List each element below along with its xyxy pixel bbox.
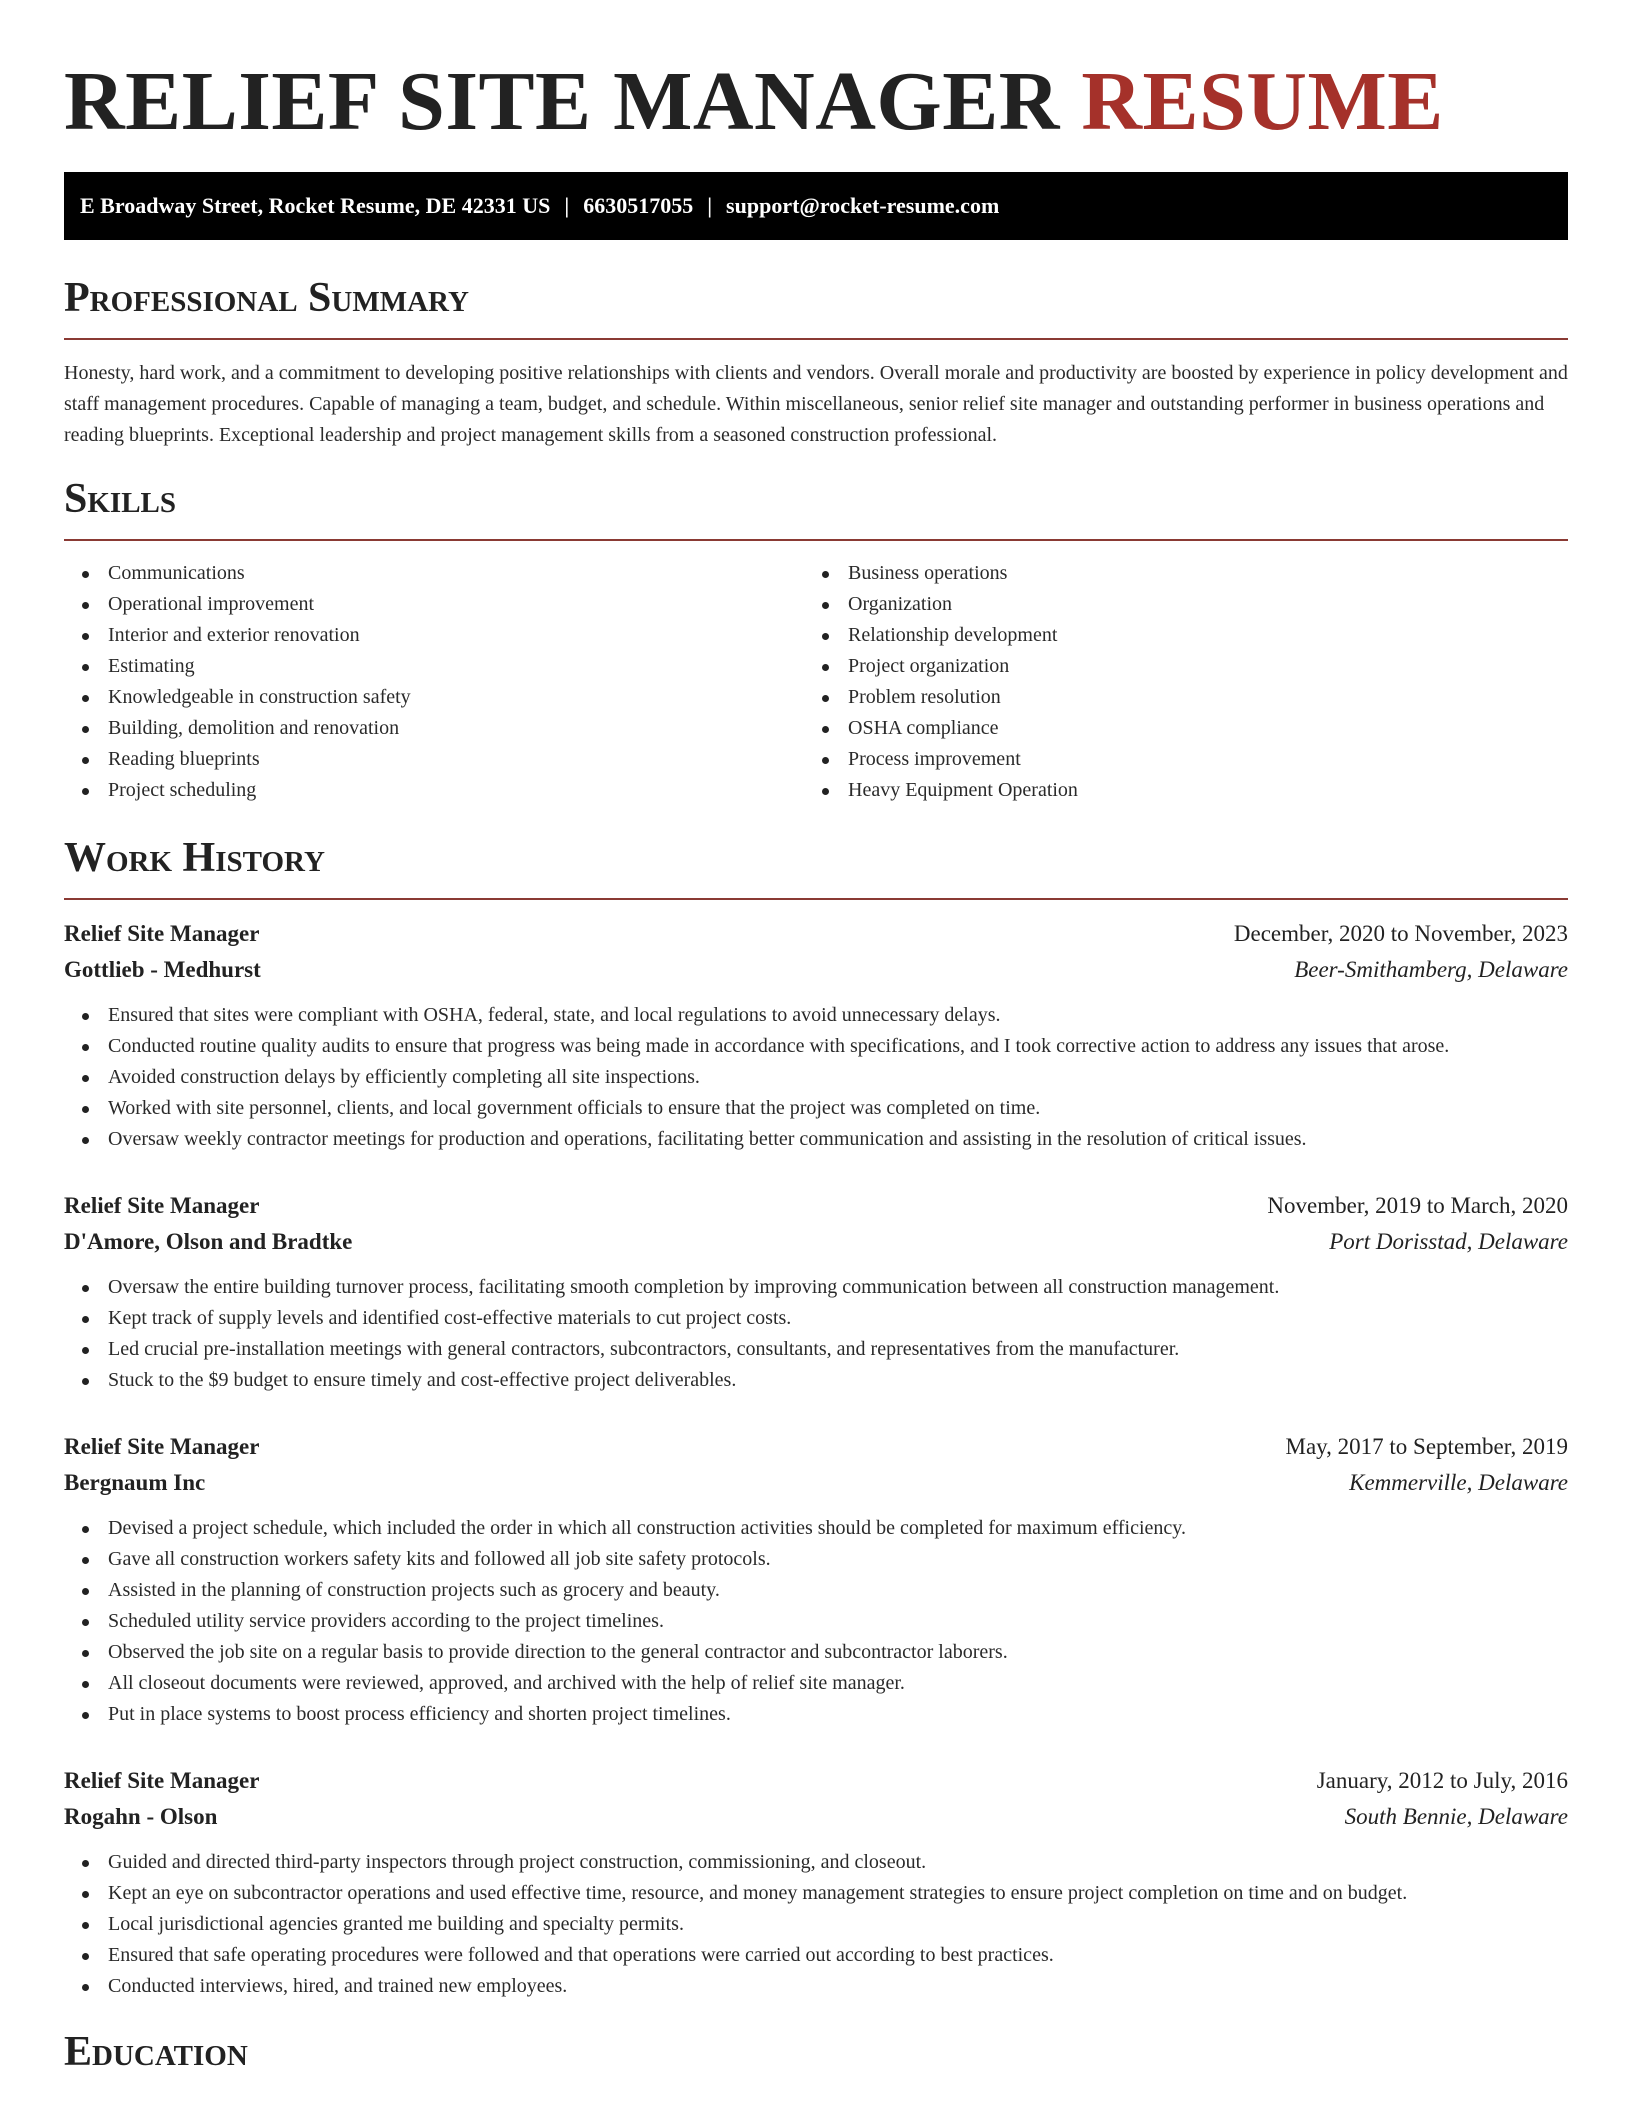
job-bullet: Led crucial pre-installation meetings with general contractors, subcontractors, consultants, and representatives from the manufacturer. bbox=[64, 1334, 1568, 1365]
job-location: Port Dorisstad, Delaware bbox=[1329, 1229, 1568, 1254]
job-dates: November, 2019 to March, 2020 bbox=[1267, 1193, 1568, 1218]
job-bullet: Assisted in the planning of construction projects such as grocery and beauty. bbox=[64, 1575, 1568, 1606]
education-heading: Education bbox=[64, 2029, 248, 2075]
skill-item: Communications bbox=[64, 558, 804, 589]
job-bullet: Conducted interviews, hired, and trained new employees. bbox=[64, 1971, 1568, 2002]
skill-item: Business operations bbox=[804, 558, 1544, 589]
job-bullets bbox=[64, 1000, 1568, 1155]
section-divider bbox=[64, 338, 1568, 340]
job-bullet: Guided and directed third-party inspectors through project construction, commissioning, and closeout. bbox=[64, 1847, 1568, 1878]
skill-item: Project scheduling bbox=[64, 775, 804, 806]
job-dates: December, 2020 to November, 2023 bbox=[1233, 921, 1568, 946]
skill-item: Problem resolution bbox=[804, 682, 1544, 713]
skill-item: Estimating bbox=[64, 651, 804, 682]
skill-item: Reading blueprints bbox=[64, 744, 804, 775]
job-header-row bbox=[64, 1429, 1568, 1465]
job-dates: January, 2012 to July, 2016 bbox=[1316, 1768, 1568, 1793]
job-bullet: Kept track of supply levels and identified cost-effective materials to cut project costs. bbox=[64, 1303, 1568, 1334]
summary-text: Honesty, hard work, and a commitment to developing positive relationships with clients and vendors. Overall morale and productivity are boosted by experience in policy development and staff management procedures. Capable of managing a team, budget, and schedule. Within miscellaneous, senior relief site manager and outstanding performer in business operations and reading blueprints. Exceptional leadership and project management skills from a seasoned construction professional. bbox=[64, 362, 1568, 446]
job-bullet: Observed the job site on a regular basis to provide direction to the general contractor and subcontractor laborers. bbox=[64, 1637, 1568, 1668]
skill-item: Operational improvement bbox=[64, 589, 804, 620]
skill-item: Building, demolition and renovation bbox=[64, 713, 804, 744]
job-bullet: Devised a project schedule, which included the order in which all construction activities should be completed for maximum efficiency. bbox=[64, 1513, 1568, 1544]
job-title: Relief Site Manager bbox=[64, 1768, 260, 1793]
skills-left-list bbox=[64, 558, 804, 806]
skill-item: Heavy Equipment Operation bbox=[804, 775, 1544, 806]
job-bullet: Oversaw weekly contractor meetings for production and operations, facilitating better communication and assisting in the resolution of critical issues. bbox=[64, 1124, 1568, 1155]
section-divider bbox=[64, 898, 1568, 900]
job-bullet: Oversaw the entire building turnover process, facilitating smooth completion by improving communication between all construction management. bbox=[64, 1272, 1568, 1303]
job-bullets bbox=[64, 1513, 1568, 1730]
job-bullets bbox=[64, 1847, 1568, 2002]
job-entry bbox=[64, 1188, 1568, 1396]
job-bullet: Local jurisdictional agencies granted me building and specialty permits. bbox=[64, 1909, 1568, 1940]
job-entry bbox=[64, 1763, 1568, 2002]
contact-address: E Broadway Street, Rocket Resume, DE 42331 US bbox=[80, 193, 551, 218]
job-entry bbox=[64, 916, 1568, 1155]
job-bullet: Stuck to the $9 budget to ensure timely and cost-effective project deliverables. bbox=[64, 1365, 1568, 1396]
job-company: Rogahn - Olson bbox=[64, 1804, 218, 1829]
job-bullet: Scheduled utility service providers according to the project timelines. bbox=[64, 1606, 1568, 1637]
job-bullet: Put in place systems to boost process efficiency and shorten project timelines. bbox=[64, 1699, 1568, 1730]
job-header-row bbox=[64, 1763, 1568, 1799]
job-bullet: Kept an eye on subcontractor operations and used effective time, resource, and money management strategies to ensure project completion on time and on budget. bbox=[64, 1878, 1568, 1909]
contact-separator: | bbox=[564, 193, 570, 218]
job-company-row bbox=[64, 1465, 1568, 1501]
job-bullet: Conducted routine quality audits to ensure that progress was being made in accordance with specifications, and I took corrective action to address any issues that arose. bbox=[64, 1031, 1568, 1062]
title-main: RELIEF SITE MANAGER bbox=[64, 55, 1060, 148]
skill-item: Relationship development bbox=[804, 620, 1544, 651]
job-location: Beer-Smithamberg, Delaware bbox=[1294, 957, 1568, 982]
job-company: Gottlieb - Medhurst bbox=[64, 957, 261, 982]
job-header-row bbox=[64, 1188, 1568, 1224]
skill-item: Organization bbox=[804, 589, 1544, 620]
job-company-row bbox=[64, 952, 1568, 988]
skills-heading: Skills bbox=[64, 476, 177, 522]
work-history-heading: Work History bbox=[64, 835, 325, 881]
section-divider bbox=[64, 539, 1568, 541]
skill-item: OSHA compliance bbox=[804, 713, 1544, 744]
job-bullet: Ensured that sites were compliant with OSHA, federal, state, and local regulations to avoid unnecessary delays. bbox=[64, 1000, 1568, 1031]
contact-phone[interactable]: 6630517055 bbox=[583, 193, 694, 218]
job-title: Relief Site Manager bbox=[64, 1434, 260, 1459]
resume-title bbox=[64, 0, 1568, 148]
summary-heading: Professional Summary bbox=[64, 275, 469, 321]
contact-bar bbox=[64, 172, 1568, 240]
contact-separator: | bbox=[707, 193, 713, 218]
skill-item: Knowledgeable in construction safety bbox=[64, 682, 804, 713]
job-location: South Bennie, Delaware bbox=[1344, 1804, 1568, 1829]
job-bullet: All closeout documents were reviewed, approved, and archived with the help of relief site manager. bbox=[64, 1668, 1568, 1699]
job-company: Bergnaum Inc bbox=[64, 1470, 206, 1495]
title-accent: RESUME bbox=[1081, 55, 1444, 148]
job-header-row bbox=[64, 916, 1568, 952]
skill-item: Process improvement bbox=[804, 744, 1544, 775]
job-bullet: Gave all construction workers safety kits and followed all job site safety protocols. bbox=[64, 1544, 1568, 1575]
skills-right-list bbox=[804, 558, 1544, 806]
skills-columns bbox=[64, 558, 1568, 806]
resume-page bbox=[64, 0, 1568, 2078]
job-bullet: Avoided construction delays by efficiently completing all site inspections. bbox=[64, 1062, 1568, 1093]
contact-email[interactable]: support@rocket-resume.com bbox=[726, 193, 1000, 218]
job-bullet: Ensured that safe operating procedures were followed and that operations were carried out according to best practices. bbox=[64, 1940, 1568, 1971]
job-entry bbox=[64, 1429, 1568, 1730]
job-bullet: Worked with site personnel, clients, and local government officials to ensure that the project was completed on time. bbox=[64, 1093, 1568, 1124]
job-company-row bbox=[64, 1224, 1568, 1260]
job-bullets bbox=[64, 1272, 1568, 1396]
job-dates: May, 2017 to September, 2019 bbox=[1285, 1434, 1568, 1459]
job-location: Kemmerville, Delaware bbox=[1349, 1470, 1568, 1495]
job-company-row bbox=[64, 1799, 1568, 1835]
job-company: D'Amore, Olson and Bradtke bbox=[64, 1229, 353, 1254]
job-title: Relief Site Manager bbox=[64, 921, 260, 946]
job-title: Relief Site Manager bbox=[64, 1193, 260, 1218]
skill-item: Interior and exterior renovation bbox=[64, 620, 804, 651]
skill-item: Project organization bbox=[804, 651, 1544, 682]
